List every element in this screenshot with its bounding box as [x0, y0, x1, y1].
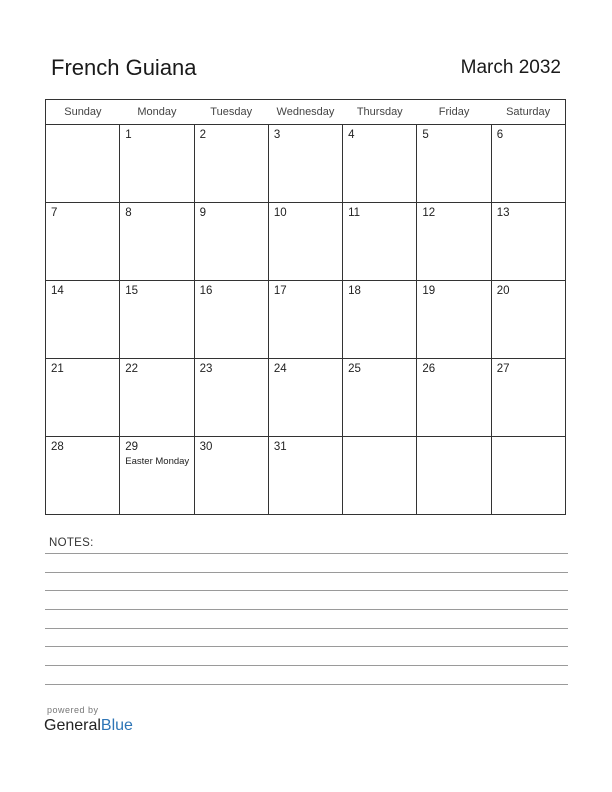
note-line	[45, 628, 568, 629]
day-cell	[268, 281, 342, 359]
day-number: 4	[348, 129, 355, 141]
weekday-saturday: Saturday	[491, 100, 565, 125]
weekday-monday: Monday	[120, 100, 194, 125]
note-line	[45, 553, 568, 554]
week-row	[46, 125, 566, 203]
day-number: 19	[422, 285, 436, 297]
day-cell	[120, 281, 194, 359]
note-line	[45, 646, 568, 647]
day-number: 25	[348, 363, 361, 375]
day-cell	[194, 203, 268, 281]
day-number: 6	[496, 129, 504, 141]
day-number: 30	[199, 441, 213, 453]
day-cell	[491, 437, 565, 515]
calendar-grid	[45, 99, 566, 515]
day-number: 14	[51, 285, 64, 297]
note-line	[45, 665, 568, 666]
day-number: 21	[51, 363, 64, 375]
day-number: 7	[51, 207, 58, 219]
weekday-wednesday: Wednesday	[268, 100, 342, 125]
day-cell	[343, 437, 417, 515]
day-number: 10	[273, 207, 287, 219]
day-cell	[417, 281, 491, 359]
day-cell	[491, 359, 565, 437]
note-line	[45, 684, 568, 685]
day-cell	[46, 437, 120, 515]
day-number: 16	[199, 285, 213, 297]
weekday-friday: Friday	[417, 100, 491, 125]
day-number: 17	[273, 285, 287, 297]
day-cell	[120, 203, 194, 281]
day-cell	[268, 437, 342, 515]
weekday-sunday: Sunday	[46, 100, 120, 125]
powered-by-text: powered by	[47, 705, 99, 715]
day-cell	[417, 125, 491, 203]
weekday-tuesday: Tuesday	[194, 100, 268, 125]
notes-label: NOTES:	[49, 537, 94, 549]
note-line	[45, 609, 568, 610]
day-cell	[194, 359, 268, 437]
day-cell	[194, 281, 268, 359]
logo-blue-text: Blue	[100, 717, 133, 734]
logo-general-text: General	[44, 717, 101, 734]
day-cell	[268, 203, 342, 281]
day-number: 2	[199, 129, 206, 141]
day-cell	[268, 125, 342, 203]
day-cell	[194, 125, 268, 203]
day-number: 28	[51, 441, 64, 453]
day-cell	[417, 359, 491, 437]
week-row	[46, 281, 566, 359]
day-cell	[343, 359, 417, 437]
month-year-title: March 2032	[460, 57, 561, 78]
day-number: 13	[496, 207, 510, 219]
day-cell	[343, 125, 417, 203]
day-cell	[120, 125, 194, 203]
holiday-label: Easter Monday	[125, 456, 190, 467]
note-line	[45, 572, 568, 573]
day-cell	[46, 281, 120, 359]
day-number: 1	[125, 129, 132, 141]
day-number: 15	[125, 285, 139, 297]
generalblue-logo	[44, 717, 133, 735]
weekday-thursday: Thursday	[343, 100, 417, 125]
day-cell	[120, 437, 194, 515]
week-row	[46, 359, 566, 437]
note-line	[45, 590, 568, 591]
day-number: 23	[199, 363, 213, 375]
day-cell	[417, 437, 491, 515]
day-number: 31	[273, 441, 287, 453]
day-cell	[120, 359, 194, 437]
day-number: 3	[273, 129, 281, 141]
day-number: 8	[125, 207, 132, 219]
day-number: 24	[273, 363, 287, 375]
country-title: French Guiana	[51, 55, 197, 80]
weekday-header-row	[46, 100, 566, 125]
day-number: 18	[348, 285, 361, 297]
day-cell	[46, 125, 120, 203]
day-number: 11	[348, 207, 361, 219]
day-cell	[343, 203, 417, 281]
day-number: 12	[422, 207, 436, 219]
day-cell	[46, 203, 120, 281]
day-cell	[46, 359, 120, 437]
day-number: 9	[199, 207, 206, 219]
day-number: 20	[496, 285, 510, 297]
day-number: 27	[496, 363, 510, 375]
week-row	[46, 203, 566, 281]
day-cell	[268, 359, 342, 437]
day-number: 22	[125, 363, 139, 375]
day-number: 29	[125, 441, 139, 453]
day-cell	[343, 281, 417, 359]
week-row	[46, 437, 566, 515]
day-cell	[491, 125, 565, 203]
day-number: 5	[422, 129, 429, 141]
day-cell	[417, 203, 491, 281]
day-cell	[194, 437, 268, 515]
day-cell	[491, 281, 565, 359]
day-cell	[491, 203, 565, 281]
day-number: 26	[422, 363, 436, 375]
